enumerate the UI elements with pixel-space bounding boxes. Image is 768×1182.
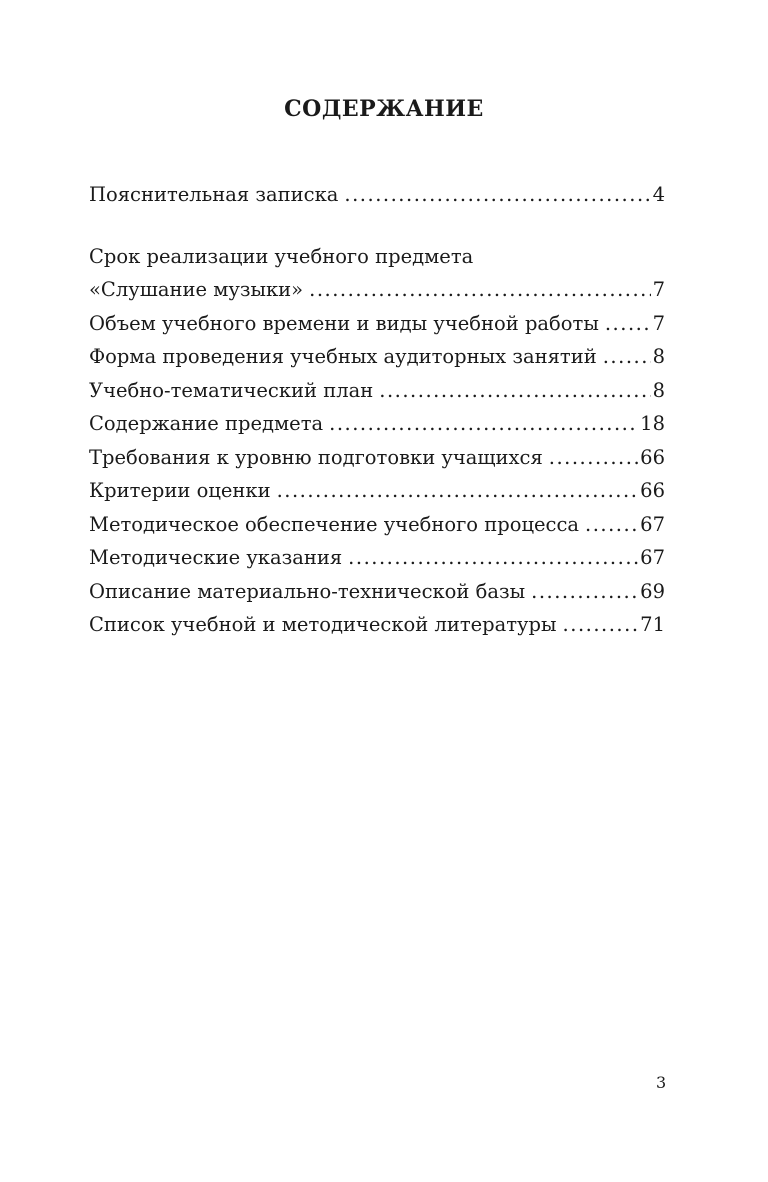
toc-entry <box>89 240 665 307</box>
toc-entry-title: Форма проведения учебных аудиторных занятий <box>89 345 597 368</box>
toc-entry <box>89 441 665 475</box>
toc-entry-page: 66 <box>640 479 665 502</box>
toc-entry-page: 4 <box>652 183 665 206</box>
toc-entry-title: Требования к уровню подготовки учащихся <box>89 445 543 469</box>
toc-entry-title: Учебно-тематический план <box>89 378 374 402</box>
leader-dots <box>309 273 650 307</box>
toc-entry-page: 66 <box>640 445 665 469</box>
toc-entry-page: 8 <box>652 345 665 368</box>
toc-entry-page: 69 <box>640 579 665 603</box>
toc-entry-page: 7 <box>652 311 665 335</box>
leader-dots <box>585 508 638 542</box>
toc-entry-title: Пояснительная записка <box>89 183 339 206</box>
toc-entry <box>89 178 665 212</box>
toc-entry-title: Список учебной и методической литературы <box>89 613 557 636</box>
toc-entry <box>89 474 665 508</box>
toc-entry <box>89 307 665 341</box>
toc-entry <box>89 508 665 542</box>
toc-entry-title: Методическое обеспечение учебного процесса <box>89 512 580 536</box>
toc-entry <box>89 374 665 408</box>
toc-entry-page: 67 <box>640 546 665 569</box>
leader-dots <box>563 608 639 642</box>
leader-dots <box>531 575 638 609</box>
leader-dots <box>379 374 650 408</box>
toc-entry-title: Объем учебного времени и виды учебной работы <box>89 311 599 335</box>
toc-entry <box>89 541 665 575</box>
page-title: СОДЕРЖАНИЕ <box>284 96 484 122</box>
page-number: 3 <box>656 1073 667 1092</box>
toc-entry-page: 8 <box>652 378 665 402</box>
toc-entry <box>89 608 665 642</box>
toc-entry-title-line1: Срок реализации учебного предмета <box>89 244 474 268</box>
toc-entry-title: Методические указания <box>89 546 343 569</box>
toc-entry-page: 7 <box>652 278 665 301</box>
toc-entry-page: 71 <box>640 613 665 636</box>
leader-dots <box>603 340 651 374</box>
toc-entry-title: Содержание предмета <box>89 412 324 435</box>
toc-entry <box>89 340 665 374</box>
table-of-contents <box>89 178 665 642</box>
leader-dots <box>344 178 650 212</box>
toc-entry <box>89 575 665 609</box>
toc-entry <box>89 407 665 441</box>
toc-entry-title: Описание материально-технической базы <box>89 579 526 603</box>
toc-entry-page: 67 <box>640 512 665 536</box>
toc-entry-page: 18 <box>640 412 665 435</box>
toc-entry-title: «Слушание музыки» <box>89 278 304 301</box>
leader-dots <box>549 441 638 475</box>
leader-dots <box>348 541 638 575</box>
leader-dots <box>605 307 651 341</box>
toc-entry-title: Критерии оценки <box>89 479 271 502</box>
leader-dots <box>277 474 639 508</box>
leader-dots <box>329 407 638 441</box>
